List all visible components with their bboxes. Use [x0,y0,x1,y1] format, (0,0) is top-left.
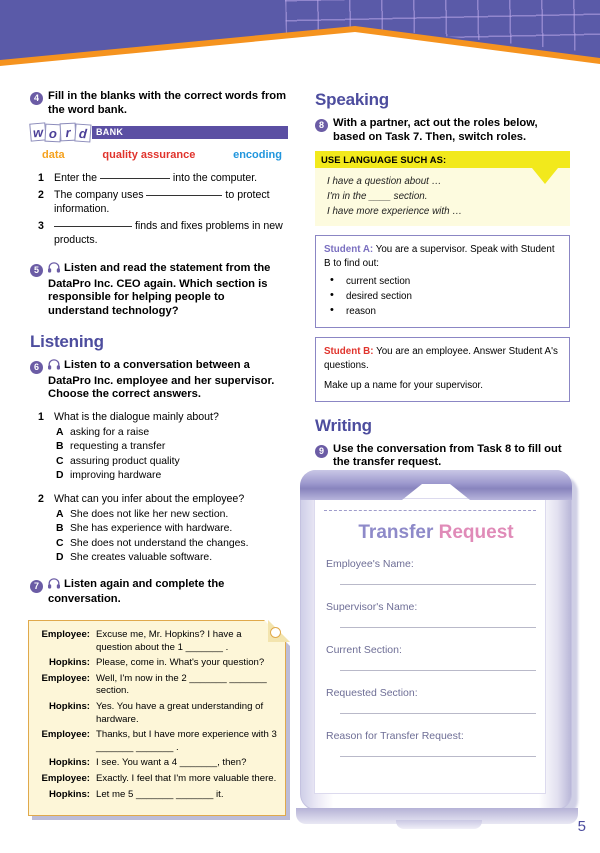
task-9 [315,443,570,470]
dialogue-row [34,789,280,802]
option-letter: D [56,552,64,563]
task-9-instruction: Use the conversation from Task 8 to fill out the transfer request. [333,442,562,468]
answer-blank[interactable] [54,226,132,227]
dialogue-speaker: Employee: [41,772,90,784]
option-2d[interactable] [30,551,288,566]
option-text: assuring product quality [70,455,180,467]
pointer-triangle-icon [532,168,558,184]
question-text: What can you infer about the employee? [54,492,245,505]
use-language-phrase-1: I have a question about … [327,176,442,187]
word-bank-label: BANK [96,127,124,137]
field-input-line[interactable] [340,627,536,628]
option-2a[interactable] [30,508,288,523]
word-bank-tiles [30,123,90,141]
student-b-text: You are an employee. Answer Student A's questions. [324,346,558,371]
clipboard-dashed-line [324,510,536,511]
form-field-reason [326,730,536,757]
dialogue-speaker: Employee: [41,629,90,640]
option-2b[interactable] [30,522,288,537]
option-letter: B [56,523,64,534]
task-5-instruction: Listen and read the statement from the DataPro Inc. CEO again. Which section is responsible for helping people to understand technology? [48,262,271,317]
dialogue-speaker: Employee: [41,729,90,741]
dialogue-speaker: Hopkins: [48,700,90,712]
student-a-bullets [328,274,561,319]
question-number: 2 [38,492,44,505]
dialogue-speaker: Employee: [41,672,90,684]
bullet-item: • desired section [328,289,561,304]
dialogue-text: Exactly. I feel that I'm more valuable there. [96,772,277,784]
field-input-line[interactable] [340,584,536,585]
item-text-after: to protect information. [54,189,270,215]
bullet-item: • current section [328,274,561,289]
right-column [315,90,570,474]
word-tile-d: d [74,123,91,142]
use-language-phrase-2: I'm in the ____ section. [327,191,428,202]
option-text: improving hardware [70,470,162,481]
word-bank-word-encoding: encoding [233,149,282,161]
field-label: Current Section: [326,644,402,656]
option-1c[interactable] [30,455,288,470]
fill-blank-item-1 [30,171,288,185]
option-letter: C [56,537,64,549]
headphones-icon [48,578,60,594]
dialogue-text[interactable]: Let me 5 _______ _______ it. [96,788,224,800]
student-a-text: You are a supervisor. Speak with Student B to find out: [324,244,555,269]
page-number: 5 [577,818,586,835]
dialogue-speaker: Hopkins: [48,657,90,669]
item-text-before: The company uses [54,189,144,201]
task-number-badge: 6 [30,361,43,374]
task-number-badge: 5 [30,264,43,277]
form-title-transfer: Transfer [358,522,434,543]
dialogue-text[interactable]: Thanks, but I have more experience with 3 _______ _______ . [96,729,277,753]
question-text: What is the dialogue mainly about? [54,410,219,423]
option-letter: B [56,441,64,452]
word-bank-word-data: data [42,149,65,161]
item-text-after: into the computer. [172,172,258,184]
task-6-instruction: Listen to a conversation between a DataPro Inc. employee and her supervisor. Choose the correct answers. [48,359,275,400]
clipboard-foot [396,820,482,829]
field-label: Requested Section: [326,687,418,699]
task-8 [315,117,570,144]
headphones-icon [48,262,60,278]
word-tile-w: w [29,122,47,141]
task-4-instruction: Fill in the blanks with the correct words from the word bank. [48,90,287,116]
student-b-extra: Make up a name for your supervisor. [324,380,484,391]
form-field-requested-section [326,687,536,714]
item-number: 3 [38,220,44,232]
dialogue-lines [34,629,280,804]
option-letter: A [56,508,64,520]
option-text: She creates valuable software. [70,552,213,563]
form-field-employee-name [326,558,536,585]
item-text-after: finds and fixes problems in new products. [54,220,283,246]
dialogue-row [34,629,280,654]
dialogue-text: Yes. You have a great understanding of hardware. [96,700,264,725]
task-number-badge: 7 [30,580,43,593]
dialogue-row [34,657,280,670]
task-7-instruction: Listen again and complete the conversation. [48,577,225,605]
option-1d[interactable] [30,469,288,484]
student-b-box [315,337,570,402]
dialogue-text: Please, come in. What's your question? [96,657,265,669]
option-text: She does not understand the changes. [70,537,249,549]
dialogue-row [34,757,280,770]
field-input-line[interactable] [340,670,536,671]
field-label: Reason for Transfer Request: [326,730,464,742]
bullet-item: • reason [328,304,561,319]
field-input-line[interactable] [340,756,536,757]
task-6 [30,359,288,402]
task-5 [30,262,288,318]
speaking-heading: Speaking [315,90,389,109]
use-language-header: USE LANGUAGE SUCH AS: [315,151,570,168]
field-label: Supervisor's Name: [326,601,418,613]
dialogue-text[interactable]: I see. You want a 4 _______, then? [96,757,247,769]
option-text: She does not like her new section. [70,508,229,520]
student-a-box [315,235,570,328]
option-text: requesting a transfer [70,441,166,452]
task-7 [30,578,288,607]
dialogue-row [34,701,280,726]
word-tile-r: r [60,123,77,142]
option-2c[interactable] [30,537,288,552]
headphones-icon [48,359,60,375]
task-number-badge: 4 [30,92,43,105]
word-bank-words [30,149,288,161]
use-language-phrase-3: I have more experience with … [327,206,463,217]
question-2 [30,492,288,506]
dialogue-row [34,729,280,754]
dialogue-row [34,773,280,786]
use-language-body [315,168,570,226]
fill-blank-item-3 [30,219,288,247]
task-4 [30,90,288,117]
option-text: She has experience with hardware. [70,523,233,534]
task-8-instruction: With a partner, act out the roles below, based on Task 7. Then, switch roles. [333,117,538,143]
option-letter: A [56,426,64,438]
use-language-box [315,151,570,226]
listening-heading: Listening [30,332,104,351]
left-column [30,90,288,611]
word-bank-word-quality-assurance: quality assurance [102,149,196,161]
field-label: Employee's Name: [326,558,414,570]
dialogue-row [34,673,280,698]
option-text: asking for a raise [70,426,150,438]
answer-blank[interactable] [146,195,222,196]
option-1a[interactable] [30,426,288,441]
fill-blank-item-2 [30,188,288,216]
option-1b[interactable] [30,440,288,455]
answer-blank[interactable] [100,178,170,179]
form-field-current-section [326,644,536,671]
question-number: 1 [38,410,44,423]
option-letter: C [56,455,64,467]
form-field-supervisor-name [326,601,536,628]
task-number-badge: 9 [315,445,328,458]
option-letter: D [56,470,64,481]
dialogue-text[interactable]: Well, I'm now in the 2 _______ _______ section. [96,672,267,697]
dialogue-note [28,620,290,820]
question-1 [30,410,288,424]
dialogue-text[interactable]: Excuse me, Mr. Hopkins? I have a question about the 1 _______ . [96,629,242,653]
student-a-label: Student A: [324,244,374,255]
task-number-badge: 8 [315,119,328,132]
item-text-before: Enter the [54,172,97,184]
item-number: 1 [38,172,44,184]
form-title [300,522,572,544]
student-b-label: Student B: [324,346,374,357]
word-bank-header [30,123,288,143]
item-number: 2 [38,189,44,201]
dialogue-speaker: Hopkins: [48,788,90,800]
field-input-line[interactable] [340,713,536,714]
transfer-request-clipboard [300,470,585,830]
form-fields [326,558,536,773]
dialogue-speaker: Hopkins: [48,757,90,769]
form-title-request: Request [438,522,514,543]
writing-heading: Writing [315,415,372,435]
word-tile-o: o [44,124,61,143]
